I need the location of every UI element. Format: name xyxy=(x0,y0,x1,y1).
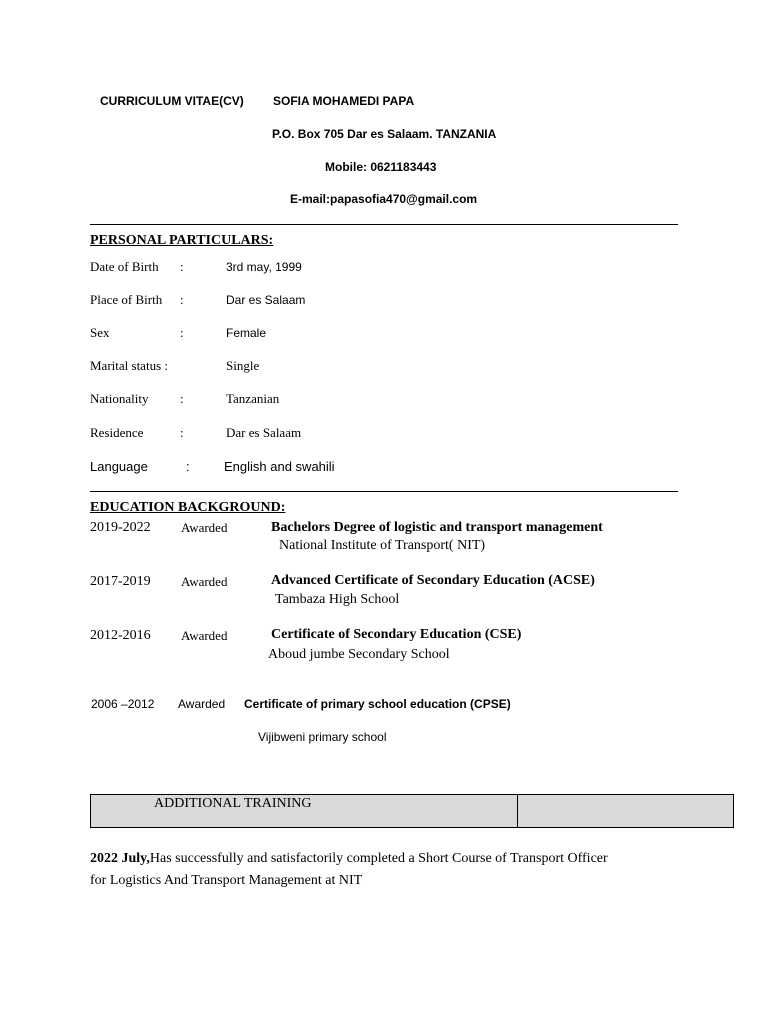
edu-years: 2019-2022 xyxy=(90,520,151,535)
residence-label: Residence xyxy=(90,425,144,440)
edu-title: Advanced Certificate of Secondary Education (ACSE) xyxy=(271,573,595,588)
edu-years: 2017-2019 xyxy=(90,574,151,589)
edu-school: Aboud jumbe Secondary School xyxy=(268,647,450,662)
edu-school: Vijibweni primary school xyxy=(258,730,387,744)
language-colon: : xyxy=(186,459,190,474)
nationality-colon: : xyxy=(180,391,184,406)
divider-line xyxy=(90,224,678,225)
language-value: English and swahili xyxy=(224,459,335,474)
sex-colon: : xyxy=(180,325,184,340)
dob-value: 3rd may, 1999 xyxy=(226,260,302,274)
email-address: E-mail:papasofia470@gmail.com xyxy=(290,192,478,206)
language-label: Language xyxy=(90,459,148,474)
table-divider xyxy=(517,795,518,827)
postal-address: P.O. Box 705 Dar es Salaam. TANZANIA xyxy=(272,127,497,141)
edu-years: 2012-2016 xyxy=(90,628,151,643)
dob-colon: : xyxy=(180,259,184,274)
edu-awarded: Awarded xyxy=(181,628,228,643)
marital-value: Single xyxy=(226,358,260,373)
additional-training-heading: ADDITIONAL TRAINING xyxy=(154,796,312,811)
nationality-value: Tanzanian xyxy=(226,391,280,406)
cv-title: CURRICULUM VITAE(CV) xyxy=(100,94,244,108)
edu-title: Bachelors Degree of logistic and transport management xyxy=(271,520,603,535)
training-date: 2022 July, xyxy=(90,851,150,866)
edu-awarded: Awarded xyxy=(178,697,226,711)
edu-awarded: Awarded xyxy=(181,574,228,589)
training-text-line1: Has successfully and satisfactorily completed a Short Course of Transport Officer xyxy=(149,851,608,866)
pob-label: Place of Birth xyxy=(90,292,163,307)
candidate-name: SOFIA MOHAMEDI PAPA xyxy=(273,94,415,108)
personal-particulars-heading: PERSONAL PARTICULARS: xyxy=(90,233,274,248)
sex-value: Female xyxy=(226,326,267,340)
residence-colon: : xyxy=(180,425,184,440)
edu-school: National Institute of Transport( NIT) xyxy=(279,538,486,553)
edu-title: Certificate of primary school education (CPSE) xyxy=(244,697,511,711)
sex-label: Sex xyxy=(90,325,110,340)
residence-value: Dar es Salaam xyxy=(226,425,302,440)
pob-colon: : xyxy=(180,292,184,307)
education-heading: EDUCATION BACKGROUND: xyxy=(90,500,286,515)
edu-years: 2006 –2012 xyxy=(91,697,155,711)
edu-awarded: Awarded xyxy=(181,520,228,535)
pob-value: Dar es Salaam xyxy=(226,293,306,307)
additional-training-table xyxy=(90,794,734,828)
edu-school: Tambaza High School xyxy=(275,592,400,607)
marital-label: Marital status : xyxy=(90,358,168,373)
mobile-number: Mobile: 0621183443 xyxy=(325,160,437,174)
nationality-label: Nationality xyxy=(90,391,149,406)
training-text-line2: for Logistics And Transport Management at NIT xyxy=(90,873,363,888)
dob-label: Date of Birth xyxy=(90,259,159,274)
divider-line xyxy=(90,491,678,492)
edu-title: Certificate of Secondary Education (CSE) xyxy=(271,627,522,642)
training-description xyxy=(90,848,608,892)
